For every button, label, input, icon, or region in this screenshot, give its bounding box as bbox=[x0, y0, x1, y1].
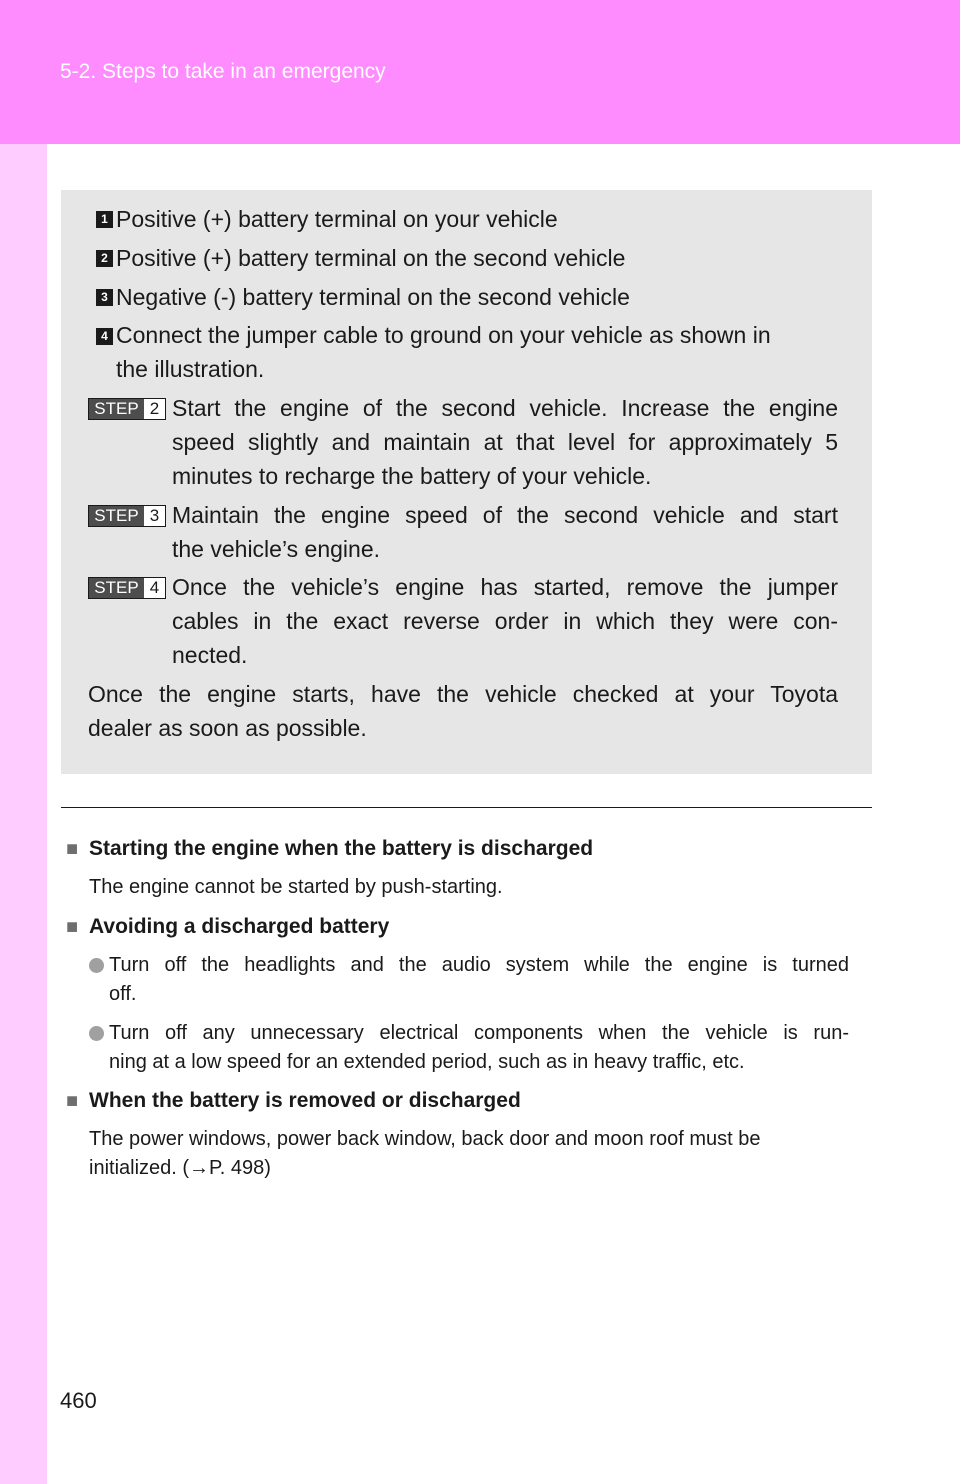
marker-4-icon: 4 bbox=[96, 328, 113, 345]
section-divider bbox=[61, 807, 872, 808]
marker-2-icon: 2 bbox=[96, 250, 113, 267]
side-strip bbox=[0, 144, 47, 1484]
bullet-electrical-components: Turn off any unnecessary electrical components when the vehicle is run- ning at a low speed for an extended period, such as in heavy traffic, etc. bbox=[109, 1022, 849, 1073]
note-text-initialize: The power windows, power back window, back door and moon roof must be initialized. (→P. 498) bbox=[89, 1128, 761, 1179]
closing-note: Once the engine starts, have the vehicle checked at your Toyota dealer as soon as possible. bbox=[88, 681, 838, 741]
bullet-headlights: Turn off the headlights and the audio system while the engine is turned off. bbox=[109, 954, 849, 1005]
marker-1-icon: 1 bbox=[96, 211, 113, 228]
connection-point-2: Positive (+) battery terminal on the second vehicle bbox=[116, 245, 626, 271]
note-title-starting-engine: Starting the engine when the battery is discharged bbox=[89, 837, 594, 860]
section-title: 5-2. Steps to take in an emergency bbox=[60, 60, 386, 83]
step-4-badge: STEP 4 bbox=[88, 577, 166, 599]
note-title-avoiding-discharge: Avoiding a discharged battery bbox=[89, 915, 390, 938]
step-3-text: Maintain the engine speed of the second vehicle and start the vehicle’s engine. bbox=[172, 502, 838, 562]
section-marker-icon: ■ bbox=[66, 838, 79, 860]
marker-3-icon: 3 bbox=[96, 289, 113, 306]
step-2-badge: STEP 2 bbox=[88, 398, 166, 420]
bullet-icon bbox=[89, 958, 104, 973]
section-marker-icon: ■ bbox=[66, 916, 79, 938]
step-3-badge: STEP 3 bbox=[88, 505, 166, 527]
page-number: 460 bbox=[60, 1388, 97, 1413]
step-2-text: Start the engine of the second vehicle. Increase the engine speed slightly and maintain at that level for approximately 5 minutes to recharge the battery of your vehicle. bbox=[172, 395, 838, 489]
note-text-push-starting: The engine cannot be started by push-starting. bbox=[89, 876, 503, 898]
step-4-text: Once the vehicle’s engine has started, remove the jumper cables in the exact reverse order in which they were con- nected. bbox=[172, 574, 838, 668]
connection-point-1: Positive (+) battery terminal on your vehicle bbox=[116, 206, 558, 232]
bullet-icon bbox=[89, 1026, 104, 1041]
note-title-battery-removed: When the battery is removed or discharged bbox=[89, 1089, 521, 1112]
connection-point-4: Connect the jumper cable to ground on your vehicle as shown in the illustration. bbox=[116, 322, 771, 382]
section-marker-icon: ■ bbox=[66, 1090, 79, 1112]
connection-point-3: Negative (-) battery terminal on the second vehicle bbox=[116, 284, 630, 310]
